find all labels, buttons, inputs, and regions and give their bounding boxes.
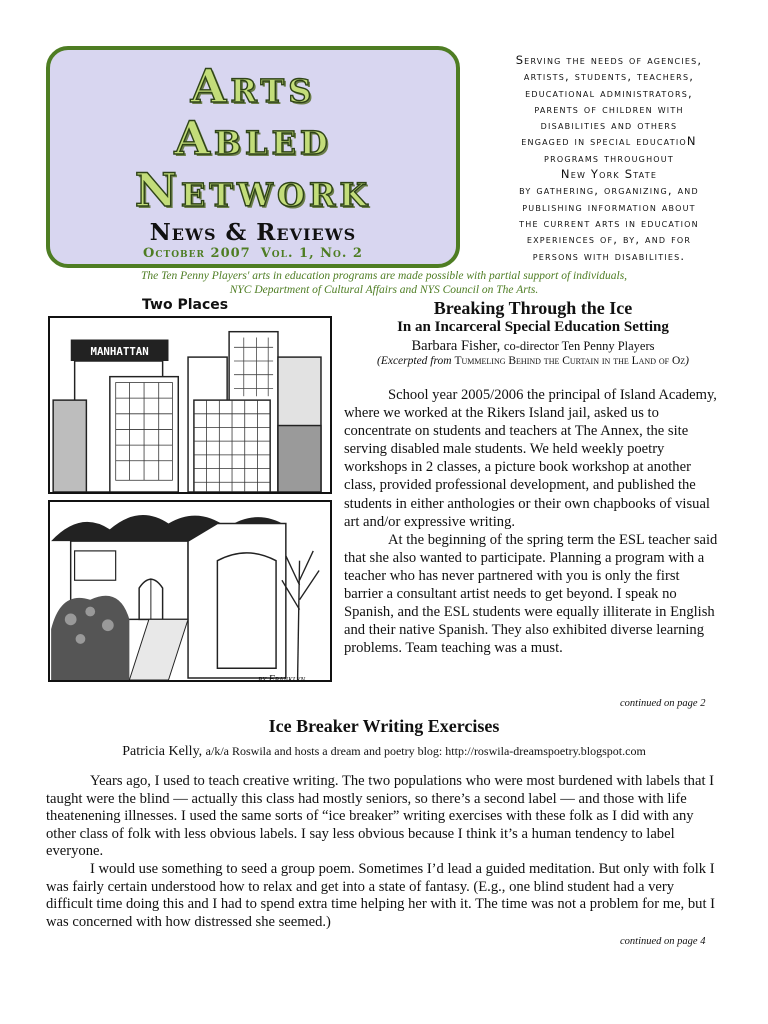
article2-byline [46, 744, 722, 760]
masthead-title-network: Network [134, 163, 372, 217]
article1-subtitle: In an Incarceral Special Education Setting [397, 319, 669, 335]
article1-paragraph: At the beginning of the spring term the ESL teacher said that she also wanted to participate. Planning a program with a teacher who has never partnered with you is only the first barrier a consultant artist needs to get beyond. I speak no Spanish, and the ESL students were equally illiterate in English and their native Spanish. They also exhibited diverse learning problems. Team teaching was a must. [344, 531, 718, 657]
article2-paragraph: Years ago, I used to teach creative writing. The two populations who were most burdened with labels that I taught were the blind — actually this class had mostly seniors, so there’s a second label — and those with life theatenening illnesses. I used the same sorts of “ice breaker” writing exercises with these folk as I did with any other class of folk with less obvious labels. I say less obvious because I think it’s a human tendency to label everyone. [46, 773, 715, 860]
excerpt-prefix: (Excerpted from [376, 355, 452, 367]
mission-line: artists, students, teachers, [523, 69, 695, 84]
article1-title: Breaking Through the Ice [433, 298, 633, 318]
illustration-title: Two Places [142, 297, 229, 313]
masthead [46, 46, 460, 268]
building-drawing [48, 500, 332, 682]
article1-body [344, 386, 722, 657]
article2-body [46, 773, 722, 931]
excerpt-book-title: Tummeling Behind the Curtain in the Land of Oz [454, 355, 686, 367]
issue-line [50, 246, 456, 261]
masthead-title-arts: Arts [190, 59, 316, 113]
illustration-artist: by Franklyn [258, 674, 305, 685]
city-skyline-drawing [48, 316, 332, 494]
funding-credit-line: NYC Department of Cultural Affairs and NYS Council on The Arts. [229, 283, 539, 296]
article1-byline [344, 338, 722, 355]
mission-line: disabilities and others [540, 118, 678, 133]
mission-line: engaged in special educatioN [521, 134, 697, 149]
article2-continued: continued on page 4 [620, 936, 706, 947]
manhattan-sign: MANHATTAN [90, 345, 149, 359]
mission-line: persons with disabilities. [532, 248, 686, 263]
article1-continued: continued on page 2 [620, 698, 706, 709]
article1-excerpt-note [344, 355, 722, 367]
masthead-subtitle: News & Reviews [149, 219, 357, 246]
article1-author-role: co-director Ten Penny Players [503, 339, 655, 353]
mission-statement [464, 52, 754, 264]
mission-line: by gathering, organizing, and [519, 183, 699, 198]
mission-line: the current arts in education [519, 215, 699, 230]
article2-byline-rest: a/k/a Roswila and hosts a dream and poetry blog: http://roswila-dreamspoetry.blogspot.com [205, 744, 646, 758]
funding-credit [100, 270, 668, 297]
masthead-title-abled: Abled [174, 111, 332, 165]
mission-line: publishing information about [522, 199, 696, 214]
mission-line: educational administrators, [525, 85, 693, 100]
mission-line: New York State [560, 167, 658, 182]
funding-credit-line: The Ten Penny Players' arts in education programs are made possible with partial support of individuals, [140, 270, 628, 282]
mission-line: parents of children with [534, 101, 684, 116]
mission-line: experiences of, by, and for [526, 232, 692, 247]
article2-author: Patricia Kelly, [122, 744, 203, 759]
mission-line: Serving the needs of agencies, [515, 53, 703, 67]
mission-line: programs throughout [544, 150, 674, 165]
issue-date: October 2007 [143, 246, 251, 261]
article1-paragraph: School year 2005/2006 the principal of Island Academy, where we worked at the Rikers Island jail, asked us to concentrate on students and teachers at The Annex, the site serving disabled male students. We held weekly poetry workshops in 2 classes, a picture book workshop at another class, provided professional development, and published the students in either anthologies or their own chapbooks of visual art and/or expressive writing. [344, 387, 717, 530]
article2-paragraph: I would use something to seed a group poem. Sometimes I’d lead a guided meditation. But only with folk I was fairly certain understood how to relax and get into a state of fantasy. (E.g., one blind student had a very difficult time doing this and I had to spend extra time helping her with it. The time was not a problem for me, but I was concerned with how distressed she seemed.) [46, 860, 716, 930]
article2-title: Ice Breaker Writing Exercises [268, 716, 500, 736]
issue-volume: Vol. 1, No. 2 [260, 246, 363, 261]
excerpt-suffix: ) [685, 355, 689, 367]
illustration [48, 316, 332, 682]
article1-author: Barbara Fisher, [411, 338, 501, 354]
